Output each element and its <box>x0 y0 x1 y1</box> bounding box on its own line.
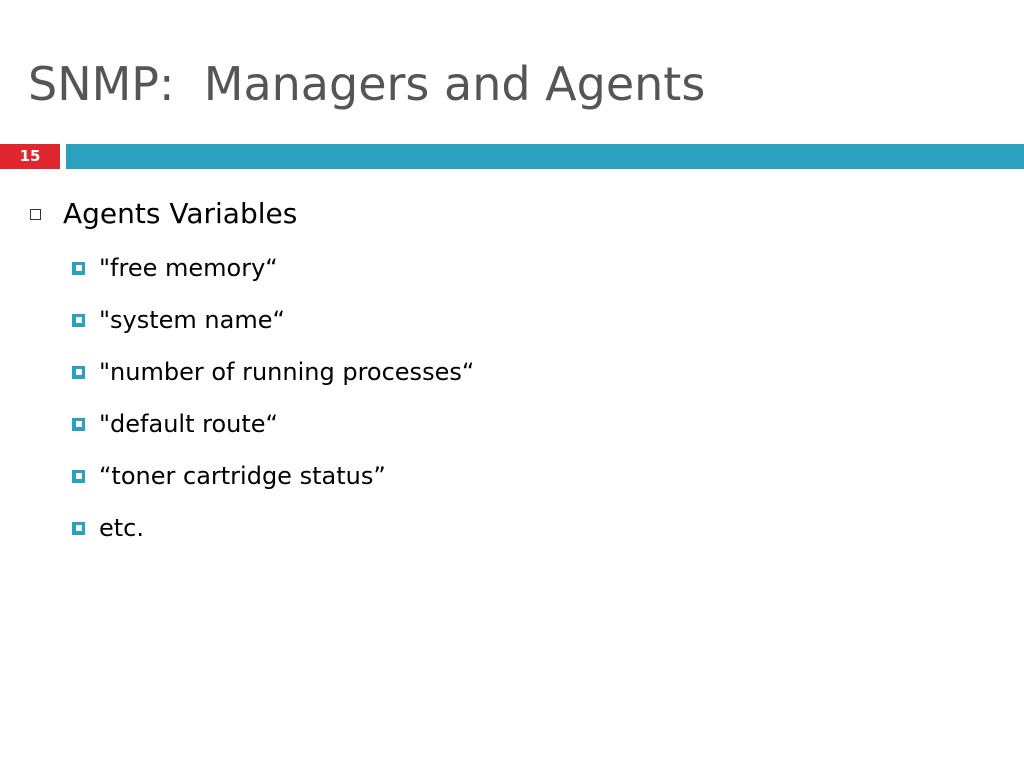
sub-bullet-text: etc. <box>99 514 144 542</box>
sub-bullet-list <box>30 242 990 554</box>
sub-bullet-etc <box>30 502 990 554</box>
sub-bullet-system-name <box>30 294 990 346</box>
bullet-agents-variables <box>30 192 990 234</box>
sub-bullet-default-route <box>30 398 990 450</box>
sub-bullet-text: "free memory“ <box>99 254 278 282</box>
accent-bar <box>66 144 1024 169</box>
sub-bullet-text: "system name“ <box>99 306 285 334</box>
sub-bullet-text: “toner cartridge status” <box>99 462 386 490</box>
sub-bullet-free-memory <box>30 242 990 294</box>
bullet-text: Agents Variables <box>63 196 298 230</box>
slide-number: 15 <box>0 144 60 169</box>
filled-square-bullet-icon <box>72 470 85 483</box>
filled-square-bullet-icon <box>72 262 85 275</box>
sub-bullet-toner-cartridge <box>30 450 990 502</box>
slide-title: SNMP: Managers and Agents <box>28 57 706 111</box>
filled-square-bullet-icon <box>72 418 85 431</box>
sub-bullet-text: "number of running processes“ <box>99 358 475 386</box>
slide-content <box>30 192 990 554</box>
sub-bullet-running-processes <box>30 346 990 398</box>
filled-square-bullet-icon <box>72 366 85 379</box>
hollow-square-bullet-icon <box>30 209 41 220</box>
filled-square-bullet-icon <box>72 314 85 327</box>
filled-square-bullet-icon <box>72 522 85 535</box>
sub-bullet-text: "default route“ <box>99 410 278 438</box>
